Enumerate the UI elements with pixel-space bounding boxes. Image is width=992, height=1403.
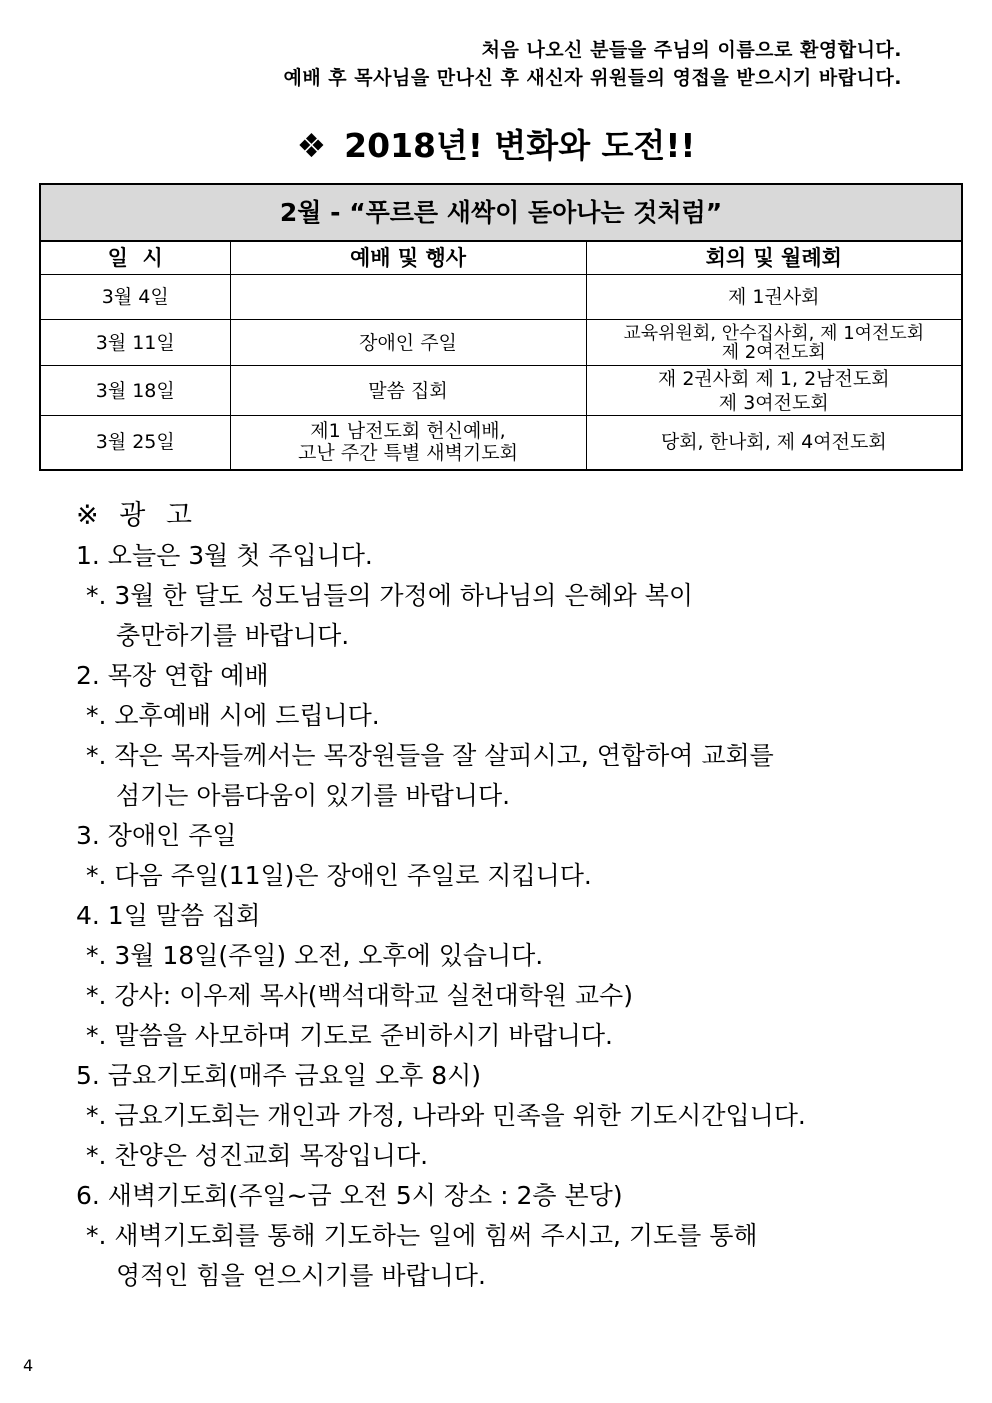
announcement-detail: *. 3월 한 달도 성도님들의 가정에 하나님의 은혜와 복이 bbox=[86, 581, 694, 610]
column-header-date: 일 시 bbox=[40, 241, 230, 275]
announcements bbox=[76, 496, 936, 1296]
announcement-detail: *. 말씀을 사모하며 기도로 준비하시기 바랍니다. bbox=[86, 1021, 613, 1050]
meeting-cell: 당회, 한나회, 제 4여전도회 bbox=[586, 416, 962, 470]
column-header-events: 예배 및 행사 bbox=[230, 241, 586, 275]
table-row bbox=[40, 366, 962, 416]
announcement-detail: 충만하기를 바랍니다. bbox=[116, 621, 350, 650]
date-cell: 3월 25일 bbox=[40, 416, 230, 470]
event-cell: 말씀 집회 bbox=[230, 366, 586, 416]
announcement-item: 3. 장애인 주일 bbox=[76, 821, 237, 850]
diamond-bullet-icon: ❖ bbox=[296, 126, 327, 165]
date-cell: 3월 4일 bbox=[40, 275, 230, 320]
date-cell: 3월 11일 bbox=[40, 320, 230, 366]
table-row bbox=[40, 320, 962, 366]
announcement-item: 2. 목장 연합 예배 bbox=[76, 661, 269, 690]
meeting-cell: 제 1권사회 bbox=[586, 275, 962, 320]
announcement-item: 5. 금요기도회(매주 금요일 오후 8시) bbox=[76, 1061, 482, 1090]
announcement-item: 1. 오늘은 3월 첫 주입니다. bbox=[76, 541, 373, 570]
welcome-line: 처음 나오신 분들을 주님의 이름으로 환영합니다. bbox=[481, 39, 902, 61]
table-row bbox=[40, 275, 962, 320]
announcement-detail: *. 작은 목자들께서는 목장원들을 잘 살피시고, 연합하여 교회를 bbox=[86, 741, 774, 770]
schedule-table bbox=[39, 183, 963, 471]
announcement-detail: *. 오후예배 시에 드립니다. bbox=[86, 701, 380, 730]
announcements-heading: ※ 광 고 bbox=[76, 500, 198, 531]
event-cell bbox=[230, 275, 586, 320]
announcement-detail: 섬기는 아름다움이 있기를 바랍니다. bbox=[116, 781, 511, 810]
event-cell: 제1 남전도회 헌신예배, 고난 주간 특별 새벽기도회 bbox=[230, 416, 586, 470]
event-cell: 장애인 주일 bbox=[230, 320, 586, 366]
meeting-cell: 재 2권사회 제 1, 2남전도회 제 3여전도회 bbox=[586, 366, 962, 416]
announcement-detail: 영적인 힘을 얻으시기를 바랍니다. bbox=[116, 1261, 486, 1290]
announcement-detail: *. 강사: 이우제 목사(백석대학교 실천대학원 교수) bbox=[86, 981, 633, 1010]
announcement-detail: *. 새벽기도회를 통해 기도하는 일에 힘써 주시고, 기도를 통해 bbox=[86, 1221, 758, 1250]
page-number: 4 bbox=[23, 1356, 34, 1375]
announcement-detail: *. 다음 주일(11일)은 장애인 주일로 지킵니다. bbox=[86, 861, 592, 890]
meeting-cell: 교육위원회, 안수집사회, 제 1여전도회 제 2여전도회 bbox=[586, 320, 962, 366]
column-header-meetings: 회의 및 월례회 bbox=[586, 241, 962, 275]
announcement-detail: *. 3월 18일(주일) 오전, 오후에 있습니다. bbox=[86, 941, 544, 970]
announcement-detail: *. 찬양은 성진교회 목장입니다. bbox=[86, 1141, 429, 1170]
announcement-item: 6. 새벽기도회(주일~금 오전 5시 장소 : 2층 본당) bbox=[76, 1181, 623, 1210]
announcement-item: 4. 1일 말씀 집회 bbox=[76, 901, 261, 930]
welcome-message bbox=[283, 36, 902, 92]
announcement-detail: *. 금요기도회는 개인과 가정, 나라와 민족을 위한 기도시간입니다. bbox=[86, 1101, 806, 1130]
welcome-line: 예배 후 목사님을 만나신 후 새신자 위원들의 영접을 받으시기 바랍니다. bbox=[283, 67, 902, 89]
page-title bbox=[0, 120, 992, 167]
schedule-heading: 2월 - “푸르른 새싹이 돋아나는 것처럼” bbox=[40, 184, 962, 241]
table-row bbox=[40, 416, 962, 470]
date-cell: 3월 18일 bbox=[40, 366, 230, 416]
page-title-text: 2018년! 변화와 도전!! bbox=[344, 126, 696, 165]
